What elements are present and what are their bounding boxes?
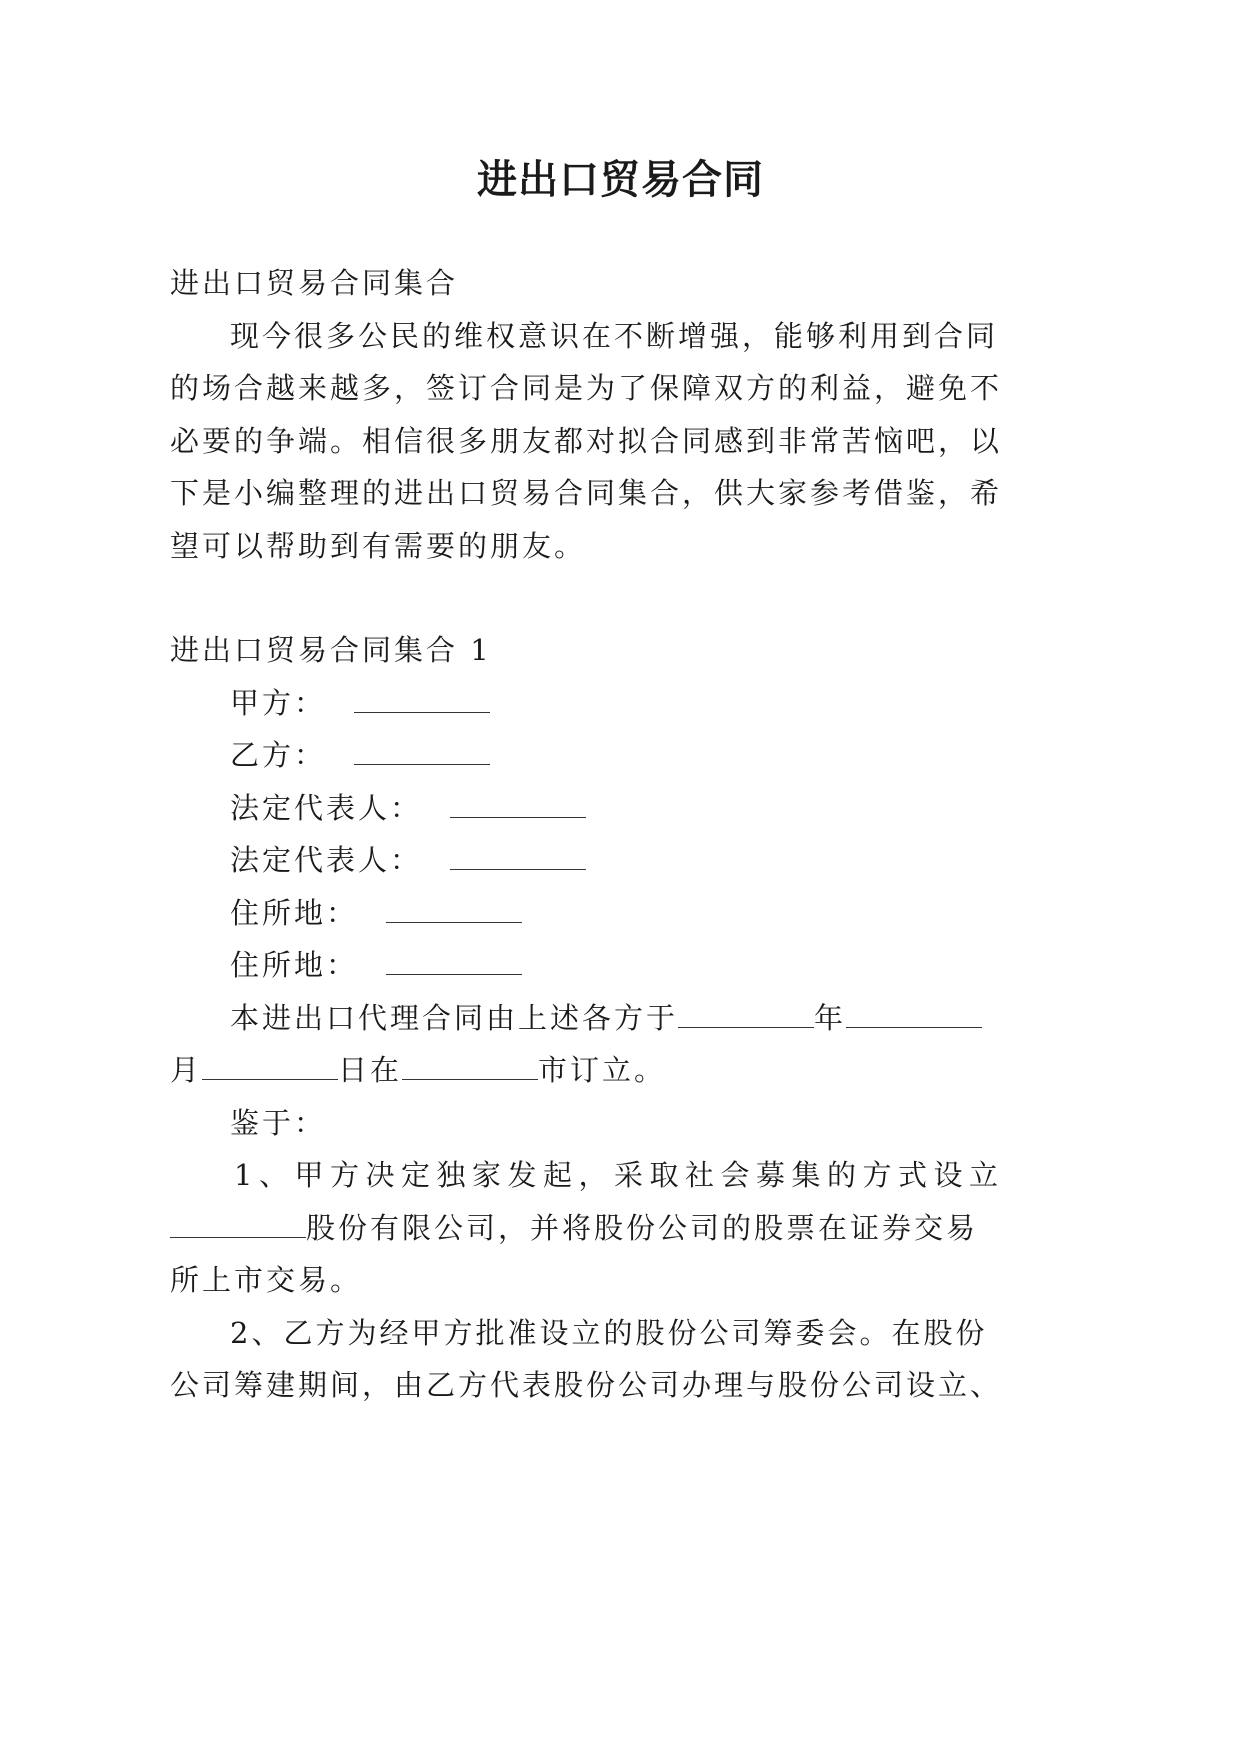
clause-2-line-1: 2、乙方为经甲方批准设立的股份公司筹委会。在股份 [230, 1316, 988, 1350]
legal-rep-label-1: 法定代表人： [230, 791, 423, 825]
intro-line-3: 必要的争端。相信很多朋友都对拟合同感到非常苦恼吧，以 [170, 424, 1003, 458]
address-blank-1 [386, 896, 522, 923]
city-blank [402, 1053, 538, 1080]
document-subtitle: 进出口贸易合同集合 [170, 266, 459, 300]
party-a-label: 甲方： [230, 686, 327, 720]
month-blank [846, 1001, 982, 1028]
clause-1-line-2: 股份有限公司，并将股份公司的股票在证券交易 [306, 1211, 979, 1245]
intro-line-2: 的场合越来越多，签订合同是为了保障双方的利益，避免不 [170, 371, 1003, 405]
day-blank [202, 1053, 338, 1080]
signing-row-2 [170, 1050, 666, 1090]
legal-rep-row-1 [230, 788, 586, 828]
intro-line-4: 下是小编整理的进出口贸易合同集合，供大家参考借鉴，希 [170, 476, 1003, 510]
clause-2-line-2: 公司筹建期间，由乙方代表股份公司办理与股份公司设立、 [170, 1368, 1003, 1402]
intro-line-5: 望可以帮助到有需要的朋友。 [170, 529, 587, 563]
signing-row-1 [230, 998, 982, 1038]
party-a-blank [354, 686, 490, 713]
year-label: 年 [814, 1001, 847, 1035]
whereas-label: 鉴于： [230, 1106, 327, 1140]
party-a-row [230, 683, 490, 723]
address-row-1 [230, 893, 522, 933]
party-b-row [230, 735, 490, 775]
intro-line-1: 现今很多公民的维权意识在不断增强，能够利用到合同 [230, 319, 999, 353]
legal-rep-label-2: 法定代表人： [230, 843, 423, 877]
document-title: 进出口贸易合同 [477, 156, 764, 203]
company-name-blank [170, 1211, 306, 1238]
clause-1-line-2-row [170, 1208, 978, 1248]
legal-rep-blank-1 [450, 791, 586, 818]
month-label: 月 [170, 1053, 203, 1087]
clause-1-line-1: 1、甲方决定独家发起，采取社会募集的方式设立 [234, 1158, 1005, 1192]
legal-rep-blank-2 [450, 843, 586, 870]
signing-prefix: 本进出口代理合同由上述各方于 [230, 1001, 679, 1035]
address-label-1: 住所地： [230, 896, 359, 930]
address-label-2: 住所地： [230, 948, 359, 982]
clause-1-line-3: 所上市交易。 [170, 1263, 363, 1297]
year-blank [678, 1001, 814, 1028]
section-heading: 进出口贸易合同集合 1 [170, 633, 492, 667]
address-row-2 [230, 945, 522, 985]
address-blank-2 [386, 948, 522, 975]
city-signed-label: 市订立。 [538, 1053, 667, 1087]
party-b-label: 乙方： [230, 738, 327, 772]
legal-rep-row-2 [230, 840, 586, 880]
party-b-blank [354, 738, 490, 765]
day-at-label: 日在 [338, 1053, 403, 1087]
